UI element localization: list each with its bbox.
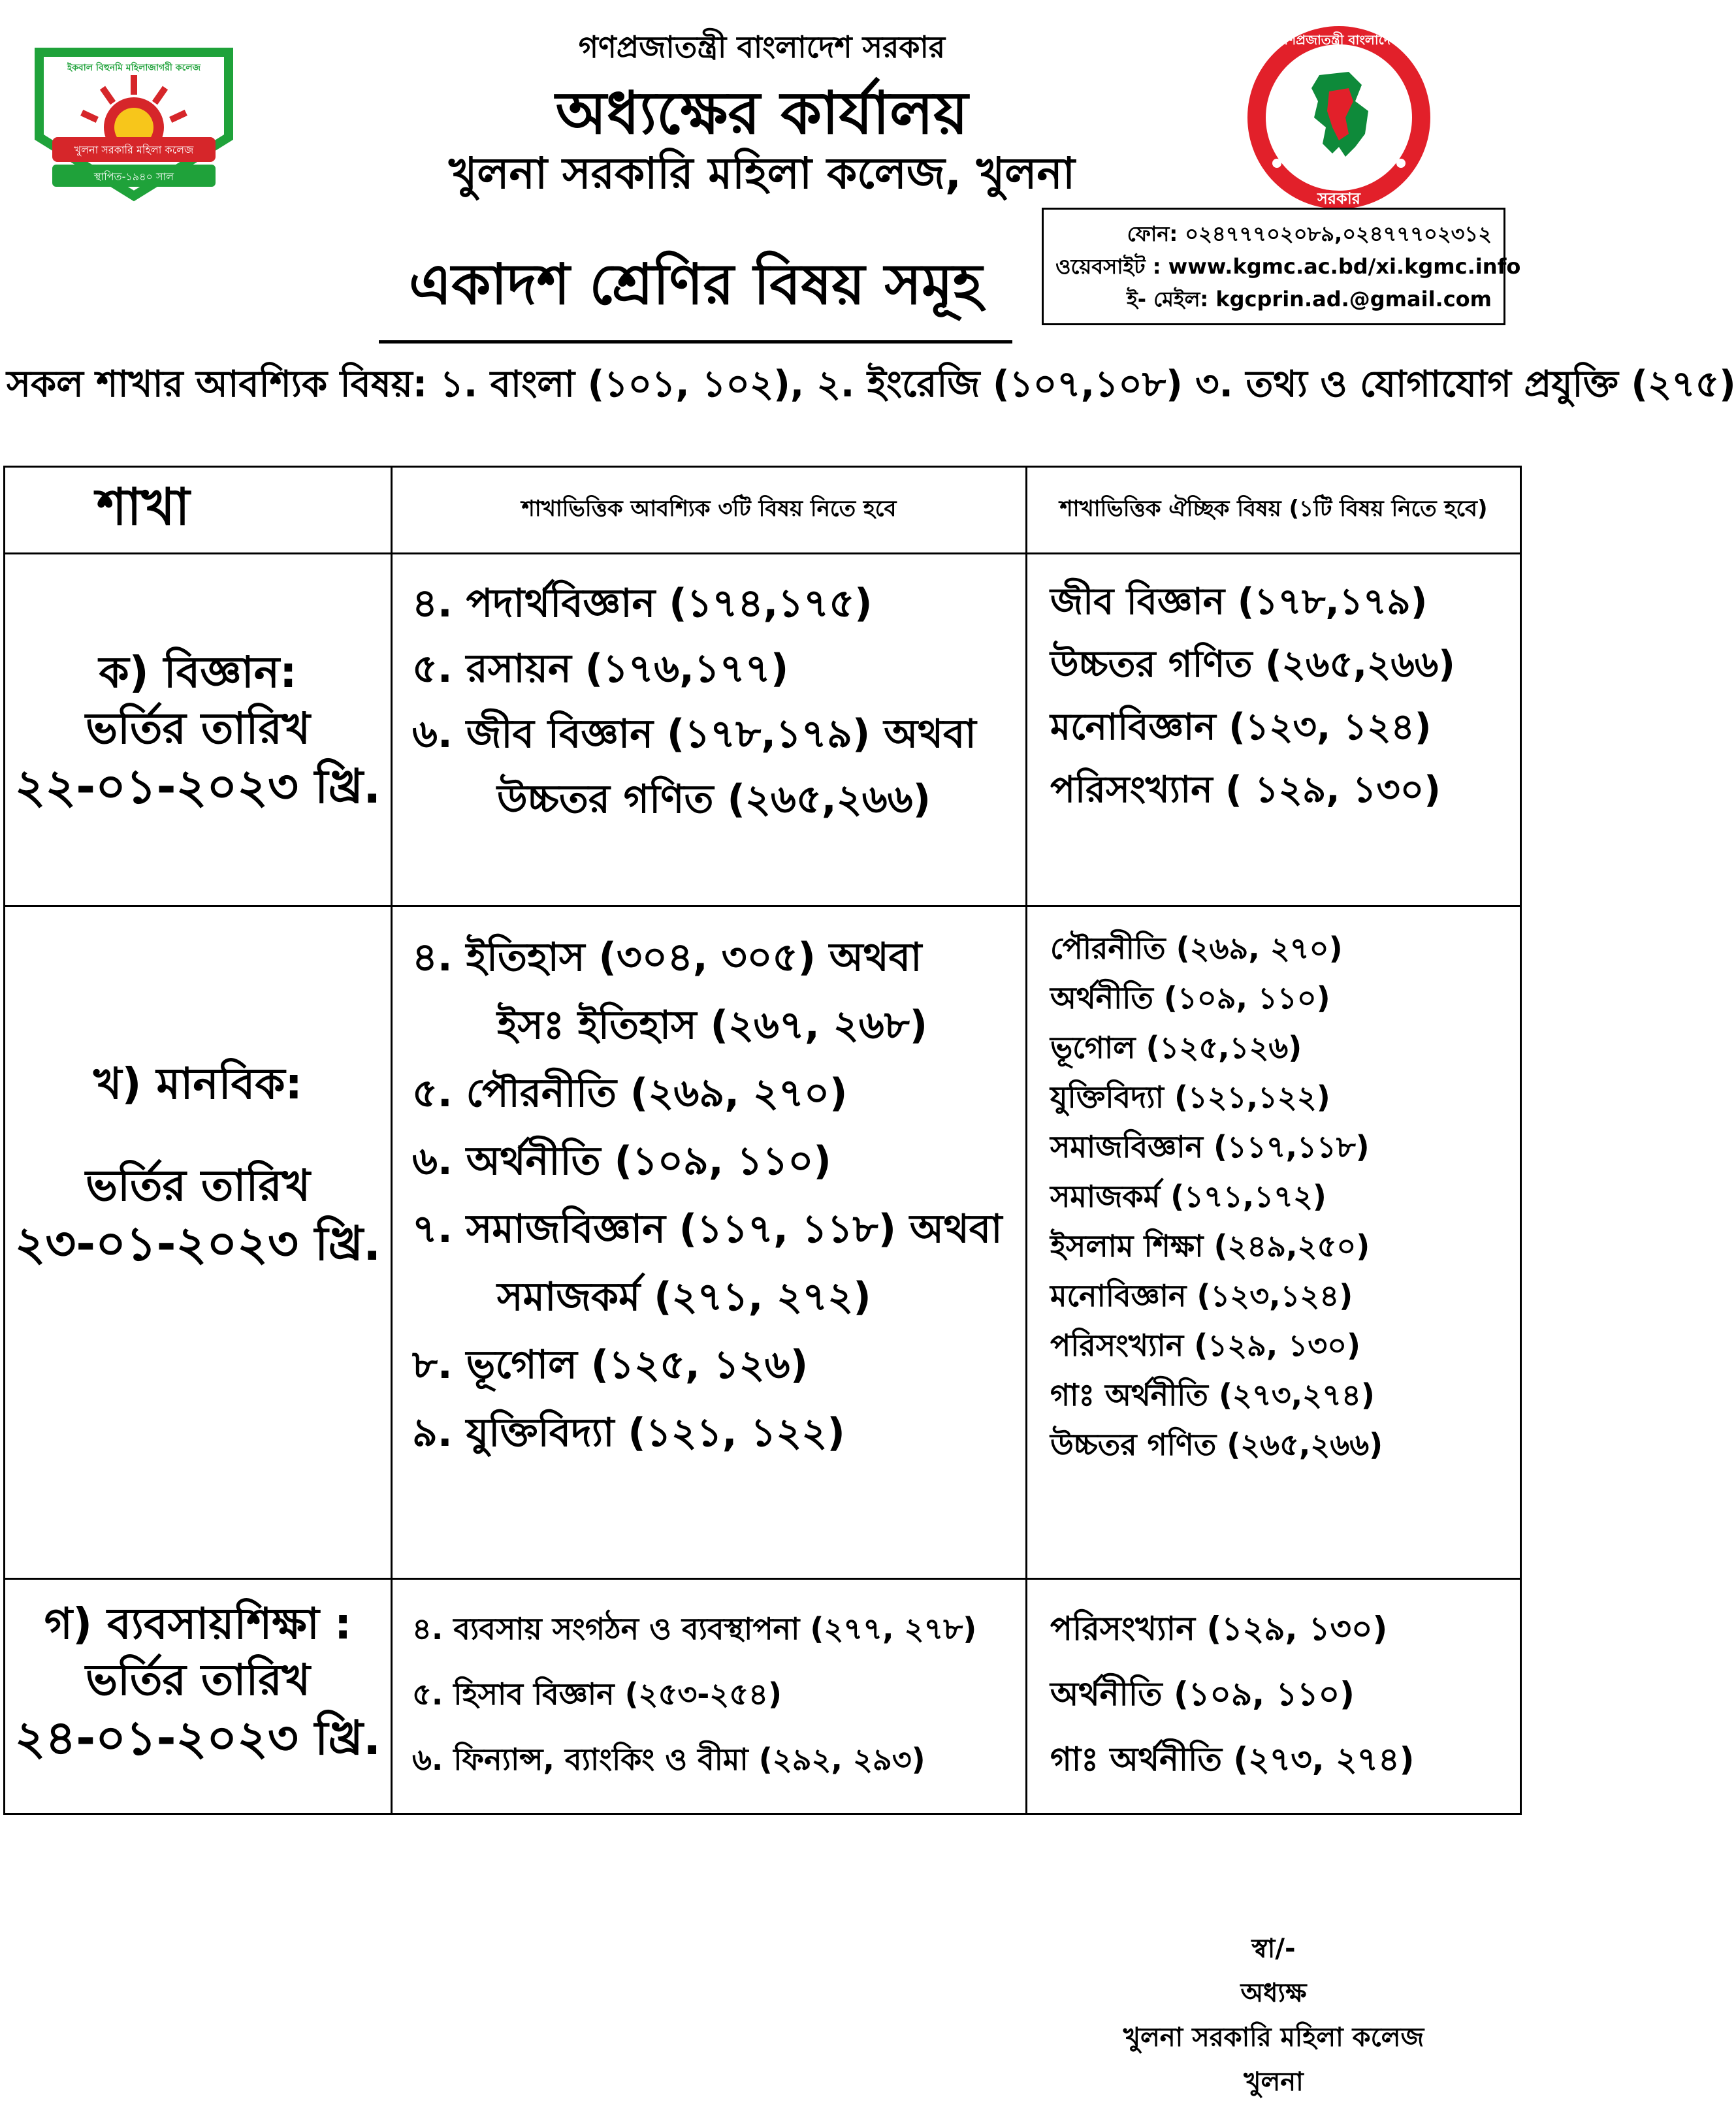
list-item: পৌরনীতি (২৬৯, ২৭০)	[1050, 931, 1343, 966]
list-item: ৬. ফিন্যান্স, ব্যাংকিং ও বীমা (২৯২, ২৯৩)	[412, 1742, 925, 1777]
government-line: গণপ্রজাতন্ত্রী বাংলাদেশ সরকার	[578, 29, 946, 65]
header-branch: শাখা	[5, 467, 392, 554]
science-compulsory-cell	[392, 554, 1027, 906]
list-item: ৬. অর্থনীতি (১০৯, ১১০)	[412, 1138, 831, 1184]
list-item: ইসঃ ইতিহাস (২৬৭, ২৬৮)	[497, 1002, 928, 1048]
table-header-row	[5, 467, 1521, 554]
list-item: পরিসংখ্যান (১২৯, ১৩০)	[1050, 1328, 1361, 1363]
signatory-city: খুলনা	[1244, 2067, 1304, 2097]
svg-text:সরকার: সরকার	[1317, 189, 1361, 208]
admission-date: ২৪-০১-২০২৩ খ্রি.	[14, 1710, 381, 1765]
list-item: ৫. হিসাব বিজ্ঞান (২৫৩-২৫৪)	[412, 1676, 782, 1712]
list-item: অর্থনীতি (১০৯, ১১০)	[1050, 980, 1330, 1016]
list-item: পরিসংখ্যান ( ১২৯, ১৩০)	[1050, 769, 1441, 811]
svg-text:খুলনা সরকারি মহিলা কলেজ: খুলনা সরকারি মহিলা কলেজ	[74, 144, 194, 156]
list-item: ৪. ব্যবসায় সংগঠন ও ব্যবস্থাপনা (২৭৭, ২৭৮)	[412, 1611, 977, 1646]
header-optional: শাখাভিত্তিক ঐচ্ছিক বিষয় (১টি বিষয় নিতে হবে)	[1027, 467, 1521, 554]
table-row-humanities	[5, 906, 1521, 1579]
table-row-science	[5, 554, 1521, 906]
list-item: যুক্তিবিদ্যা (১২১,১২২)	[1050, 1079, 1330, 1115]
list-item: ৫. পৌরনীতি (২৬৯, ২৭০)	[412, 1070, 848, 1116]
list-item: ৯. যুক্তিবিদ্যা (১২১, ১২২)	[412, 1410, 845, 1456]
signature-mark: স্বা/-	[1251, 1934, 1296, 1964]
branch-science	[5, 554, 392, 906]
list-item: গাঃ অর্থনীতি (২৭৩, ২৭৪)	[1050, 1740, 1415, 1778]
science-optional-cell	[1027, 554, 1521, 906]
document-title: একাদশ শ্রেণির বিষয় সমূহ	[379, 242, 1012, 344]
header-compulsory: শাখাভিত্তিক আবশ্যিক ৩টি বিষয় নিতে হবে	[392, 467, 1027, 554]
contact-email: ই- মেইল: kgcprin.ad.@gmail.com	[1127, 287, 1492, 312]
admission-date-label: ভর্তির তারিখ	[85, 1160, 311, 1211]
college-name: খুলনা সরকারি মহিলা কলেজ, খুলনা	[449, 148, 1075, 199]
list-item: জীব বিজ্ঞান (১৭৮,১৭৯)	[1050, 581, 1428, 623]
list-item: ৫. রসায়ন (১৭৬,১৭৭)	[412, 646, 789, 692]
signature-block	[1045, 1927, 1502, 2104]
list-item: গাঃ অর্থনীতি (২৭৩,২৭৪)	[1050, 1377, 1375, 1413]
branch-name: ক) বিজ্ঞান:	[99, 647, 297, 697]
contact-website: ওয়েবসাইট : www.kgmc.ac.bd/xi.kgmc.info	[1055, 254, 1521, 279]
list-item: পরিসংখ্যান (১২৯, ১৩০)	[1050, 1610, 1388, 1648]
list-item: ইসলাম শিক্ষা (২৪৯,২৫০)	[1050, 1228, 1370, 1264]
list-item: সমাজকর্ম (২৭১, ২৭২)	[497, 1274, 871, 1320]
humanities-optional-cell	[1027, 906, 1521, 1579]
signatory-college: খুলনা সরকারি মহিলা কলেজ	[1123, 2023, 1424, 2053]
list-item: সমাজকর্ম (১৭১,১৭২)	[1050, 1179, 1326, 1214]
svg-text:ইকবাল বিহুনমি মহিলাজাগরী কলেজ: ইকবাল বিহুনমি মহিলাজাগরী কলেজ	[67, 63, 201, 73]
list-item: উচ্চতর গণিত (২৬৫,২৬৬)	[1050, 643, 1455, 686]
humanities-compulsory-cell	[392, 906, 1027, 1579]
branch-humanities	[5, 906, 392, 1579]
admission-date: ২৩-০১-২০২৩ খ্রি.	[14, 1215, 381, 1271]
list-item: সমাজবিজ্ঞান (১১৭,১১৮)	[1050, 1129, 1370, 1164]
list-item: উচ্চতর গণিত (২৬৫,২৬৬)	[1050, 1427, 1383, 1462]
contact-box	[1042, 208, 1521, 325]
list-item: ৭. সমাজবিজ্ঞান (১১৭, ১১৮) অথবা	[412, 1206, 1003, 1252]
branch-name: গ) ব্যবসায়শিক্ষা :	[44, 1599, 352, 1649]
list-item: মনোবিজ্ঞান (১২৩, ১২৪)	[1050, 706, 1432, 748]
admission-date-label: ভর্তির তারিখ	[85, 703, 311, 754]
compulsory-subjects-all: সকল শাখার আবশ্যিক বিষয়: ১. বাংলা (১০১, ১০২), ২. ইংরেজি (১০৭,১০৮) ৩. তথ্য ও যোগাযোগ প্রযুক্তি (২৭৫)	[7, 363, 1736, 406]
subject-table	[3, 466, 1522, 1815]
list-item: উচ্চতর গণিত (২৬৫,২৬৬)	[497, 776, 931, 822]
branch-name: খ) মানবিক:	[93, 1058, 302, 1109]
svg-text:গণপ্রজাতন্ত্রী বাংলাদেশ: গণপ্রজাতন্ত্রী বাংলাদেশ	[1279, 32, 1399, 48]
contact-phone: ফোন: ০২৪৭৭৭০২০৮৯,০২৪৭৭৭০২৩১২	[1127, 221, 1492, 246]
table-row-business	[5, 1579, 1521, 1814]
list-item: ৪. ইতিহাস (৩০৪, ৩০৫) অথবা	[412, 935, 922, 980]
list-item: ৬. জীব বিজ্ঞান (১৭৮,১৭৯) অথবা	[412, 711, 976, 757]
business-optional-cell	[1027, 1579, 1521, 1814]
list-item: অর্থনীতি (১০৯, ১১০)	[1050, 1675, 1355, 1713]
svg-text:স্থাপিত-১৯৪০ সাল: স্থাপিত-১৯৪০ সাল	[93, 170, 174, 183]
list-item: ৪. পদার্থবিজ্ঞান (১৭৪,১৭৫)	[412, 581, 873, 626]
office-title: অধ্যক্ষের কার্যালয়	[555, 79, 969, 148]
branch-business	[5, 1579, 392, 1814]
business-compulsory-cell	[392, 1579, 1027, 1814]
list-item: মনোবিজ্ঞান (১২৩,১২৪)	[1050, 1278, 1353, 1313]
signatory-designation: অধ্যক্ষ	[1240, 1978, 1307, 2008]
list-item: ৮. ভূগোল (১২৫, ১২৬)	[412, 1342, 809, 1388]
list-item: ভূগোল (১২৫,১২৬)	[1050, 1030, 1302, 1065]
admission-date: ২২-০১-২০২৩ খ্রি.	[14, 758, 381, 814]
admission-date-label: ভর্তির তারিখ	[85, 1655, 311, 1705]
